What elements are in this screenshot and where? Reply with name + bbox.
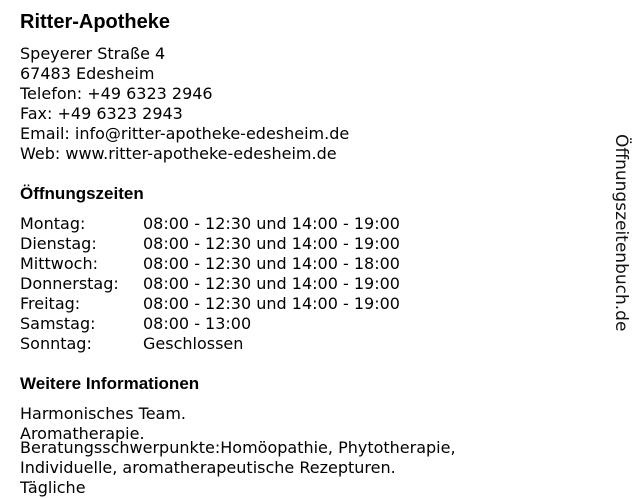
hours-row-wednesday	[20, 254, 400, 274]
pharmacy-name: Ritter-Apotheke	[20, 11, 171, 33]
site-watermark: Öffnungszeitenbuch.de	[611, 134, 631, 332]
info-line-truncated: Tägliche	[20, 478, 86, 497]
day-hours: 08:00 - 13:00	[143, 314, 252, 333]
info-line-overlap: Aromatherapie.	[20, 424, 145, 443]
more-info-text	[20, 404, 600, 497]
day-label: Montag:	[20, 214, 86, 233]
day-hours: 08:00 - 12:30 und 14:00 - 19:00	[143, 234, 400, 253]
fax-number: Fax: +49 6323 2943	[20, 104, 183, 123]
opening-hours-heading: Öffnungszeiten	[20, 184, 144, 203]
opening-hours-table	[20, 214, 400, 354]
day-label: Dienstag:	[20, 234, 97, 253]
hours-row-sunday	[20, 334, 400, 354]
hours-row-thursday	[20, 274, 400, 294]
day-hours: 08:00 - 12:30 und 14:00 - 19:00	[143, 294, 400, 313]
hours-row-monday	[20, 214, 400, 234]
day-hours: Geschlossen	[143, 334, 244, 353]
email-address[interactable]: Email: info@ritter-apotheke-edesheim.de	[20, 124, 350, 143]
contact-block	[20, 44, 349, 164]
hours-row-tuesday	[20, 234, 400, 254]
day-hours: 08:00 - 12:30 und 14:00 - 18:00	[143, 254, 400, 273]
day-label: Freitag:	[20, 294, 81, 313]
phone-number[interactable]: Telefon: +49 6323 2946	[20, 84, 213, 103]
day-label: Samstag:	[20, 314, 96, 333]
day-hours: 08:00 - 12:30 und 14:00 - 19:00	[143, 274, 400, 293]
info-line: Beratungsschwerpunkte:Homöopathie, Phytotherapie,	[20, 438, 456, 457]
hours-row-friday	[20, 294, 400, 314]
hours-row-saturday	[20, 314, 400, 334]
day-label: Mittwoch:	[20, 254, 98, 273]
day-label: Sonntag:	[20, 334, 92, 353]
pharmacy-card	[20, 10, 600, 497]
more-info-heading: Weitere Informationen	[20, 374, 200, 393]
info-line: Harmonisches Team.	[20, 404, 187, 423]
info-line: Individuelle, aromatherapeutische Rezepturen.	[20, 458, 396, 477]
city-address: 67483 Edesheim	[20, 64, 155, 83]
day-label: Donnerstag:	[20, 274, 119, 293]
info-lines	[20, 438, 456, 478]
website-link[interactable]: Web: www.ritter-apotheke-edesheim.de	[20, 144, 337, 163]
day-hours: 08:00 - 12:30 und 14:00 - 19:00	[143, 214, 400, 233]
street-address: Speyerer Straße 4	[20, 44, 166, 63]
